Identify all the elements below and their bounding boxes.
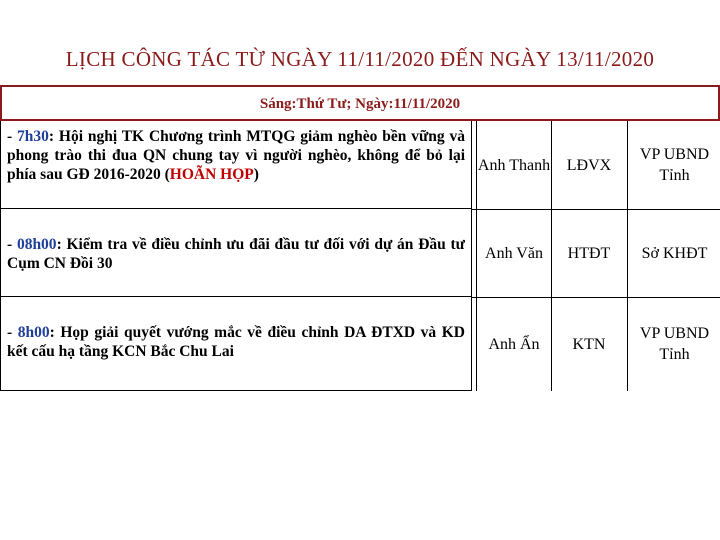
event-host: Anh Thanh: [476, 121, 552, 209]
event-text: : Kiểm tra về điều chỉnh ưu đãi đầu tư đối với dự án Đầu tư Cụm CN Đồi 30: [7, 236, 465, 272]
table-row: [0, 297, 720, 391]
event-host: Anh Văn: [476, 209, 552, 297]
event-time: 8h00: [17, 324, 50, 341]
event-unit: KTN: [572, 335, 606, 353]
event-place: Sở KHĐT: [627, 209, 720, 297]
page-title: LỊCH CÔNG TÁC TỪ NGÀY 11/11/2020 ĐẾN NGÀY 13/11/2020: [65, 47, 655, 71]
event-unit: HTĐT: [567, 244, 611, 262]
event-description: [0, 121, 472, 209]
event-suffix: ): [253, 166, 259, 183]
event-description: [0, 297, 472, 391]
event-unit: LĐVX: [566, 156, 612, 174]
event-time: 08h00: [16, 236, 57, 253]
row-divider: [472, 297, 720, 298]
event-status: HOÃN HỌP: [169, 166, 254, 183]
event-text: : Họp giải quyết vướng mắc về điều chỉnh DA ĐTXD và KD kết cấu hạ tầng KCN Bắc Chu Lai: [7, 324, 465, 360]
event-prefix: -: [7, 236, 17, 253]
table-row: [0, 121, 720, 209]
event-prefix: -: [7, 128, 18, 145]
event-host: Anh Ẩn: [476, 297, 552, 391]
event-time: 7h30: [17, 128, 49, 145]
day-header: Sáng:Thứ Tư; Ngày:11/11/2020: [0, 85, 720, 121]
row-divider: [472, 209, 720, 210]
event-prefix: -: [7, 324, 18, 341]
event-description: [0, 209, 472, 297]
event-place: VP UBND Tỉnh: [627, 297, 720, 391]
table-row: [0, 209, 720, 297]
schedule-table: [0, 85, 720, 391]
event-text: : Hội nghị TK Chương trình MTQG giảm nghèo bền vững và phong trào thi đua QN chung tay vì người nghèo, không để bỏ lại phía sau GĐ 2016-2020 (: [7, 128, 465, 183]
event-place: VP UBND Tỉnh: [627, 121, 720, 209]
